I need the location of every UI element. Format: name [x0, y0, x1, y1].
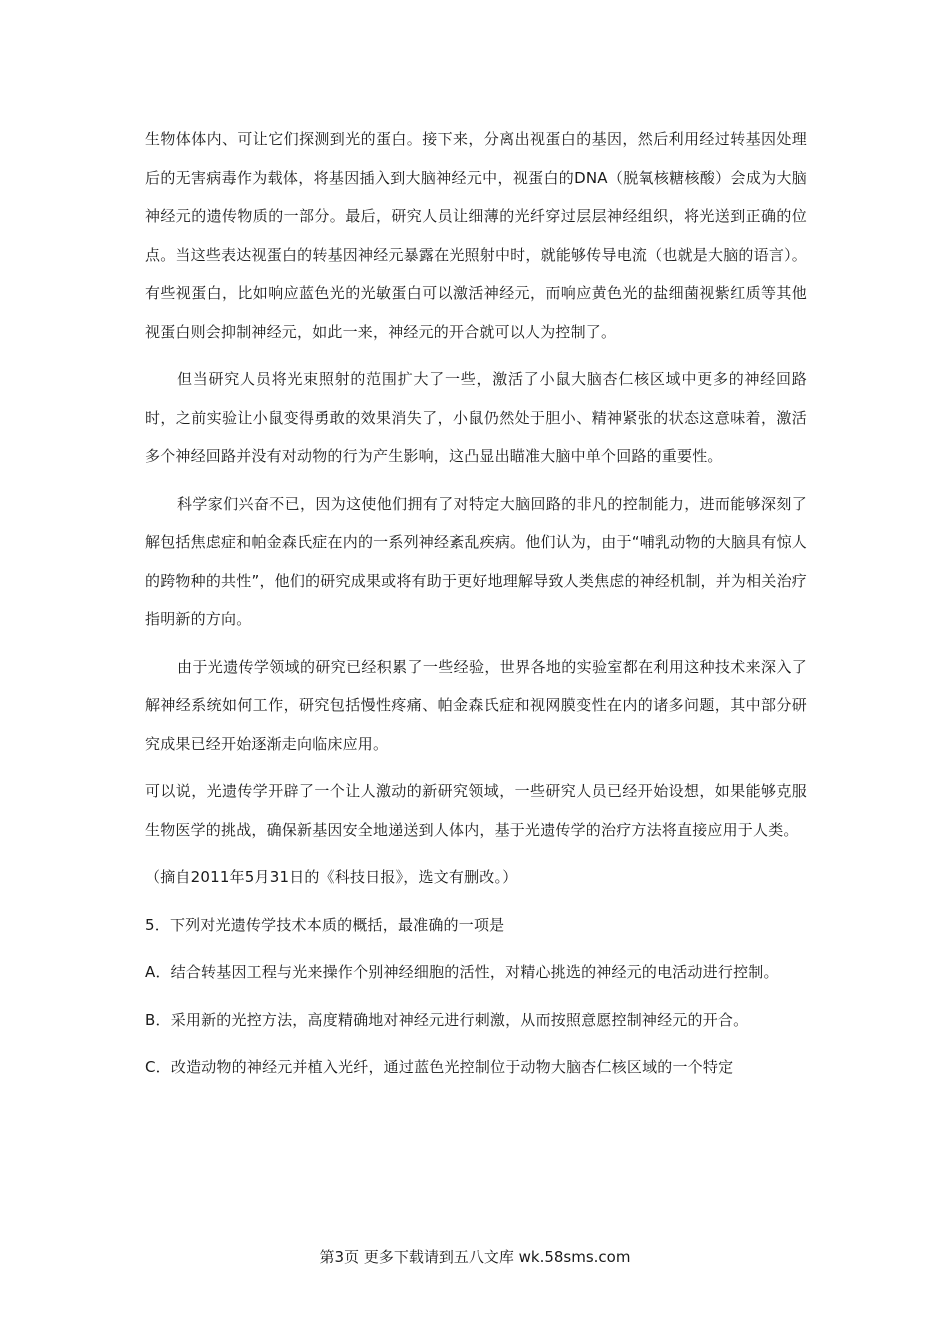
option-b: B．采用新的光控方法，高度精确地对神经元进行刺激，从而按照意愿控制神经元的开合。: [145, 1010, 749, 1029]
page-footer: 第3页 更多下载请到五八文库 wk.58sms.com: [319, 1248, 631, 1266]
paragraph-1: 生物体体内、可让它们探测到光的蛋白。接下来，分离出视蛋白的基因，然后利用经过转基因处理后的无害病毒作为载体，将基因插入到大脑神经元中，视蛋白的DNA（脱氧核糖核酸）会成为大脑神经元的遗传物质的一部分。最后，研究人员让细薄的光纤穿过层层神经组织，将光送到正确的位点。当这些表达视蛋白的转基因神经元暴露在光照射中时，就能够传导电流（也就是大脑的语言）。有些视蛋白，比如响应蓝色光的光敏蛋白可以激活神经元，而响应黄色光的盐细菌视紫红质等其他视蛋白则会抑制神经元，如此一来，神经元的开合就可以人为控制了。: [145, 130, 807, 341]
article-body: [145, 120, 807, 1096]
paragraph-5: 可以说，光遗传学开辟了一个让人激动的新研究领域，一些研究人员已经开始设想，如果能够克服生物医学的挑战，确保新基因安全地递送到人体内，基于光遗传学的治疗方法将直接应用于人类。: [145, 782, 807, 839]
paragraph-3: 科学家们兴奋不已，因为这使他们拥有了对特定大脑回路的非凡的控制能力，进而能够深刻了解包括焦虑症和帕金森氏症在内的一系列神经紊乱疾病。他们认为，由于“哺乳动物的大脑具有惊人的跨物种的共性”，他们的研究成果或将有助于更好地理解导致人类焦虑的神经机制，并为相关治疗指明新的方向。: [145, 494, 807, 628]
option-a: A．结合转基因工程与光来操作个别神经细胞的活性，对精心挑选的神经元的电活动进行控制。: [145, 963, 779, 981]
paragraph-4: 由于光遗传学领域的研究已经积累了一些经验，世界各地的实验室都在利用这种技术来深入了解神经系统如何工作，研究包括慢性疼痛、帕金森氏症和视网膜变性在内的诸多问题，其中部分研究成果已经开始逐渐走向临床应用。: [145, 657, 807, 753]
option-c: C．改造动物的神经元并植入光纤，通过蓝色光控制位于动物大脑杏仁核区域的一个特定: [145, 1058, 734, 1076]
question-stem: 5．下列对光遗传学技术本质的概括，最准确的一项是: [145, 915, 505, 934]
source-citation: （摘自2011年5月31日的《科技日报》，选文有删改。）: [145, 868, 518, 886]
paragraph-2: 但当研究人员将光束照射的范围扩大了一些，激活了小鼠大脑杏仁核区域中更多的神经回路时，之前实验让小鼠变得勇敢的效果消失了，小鼠仍然处于胆小、精神紧张的状态这意味着，激活多个神经回路并没有对动物的行为产生影响，这凸显出瞄准大脑中单个回路的重要性。: [145, 370, 807, 465]
